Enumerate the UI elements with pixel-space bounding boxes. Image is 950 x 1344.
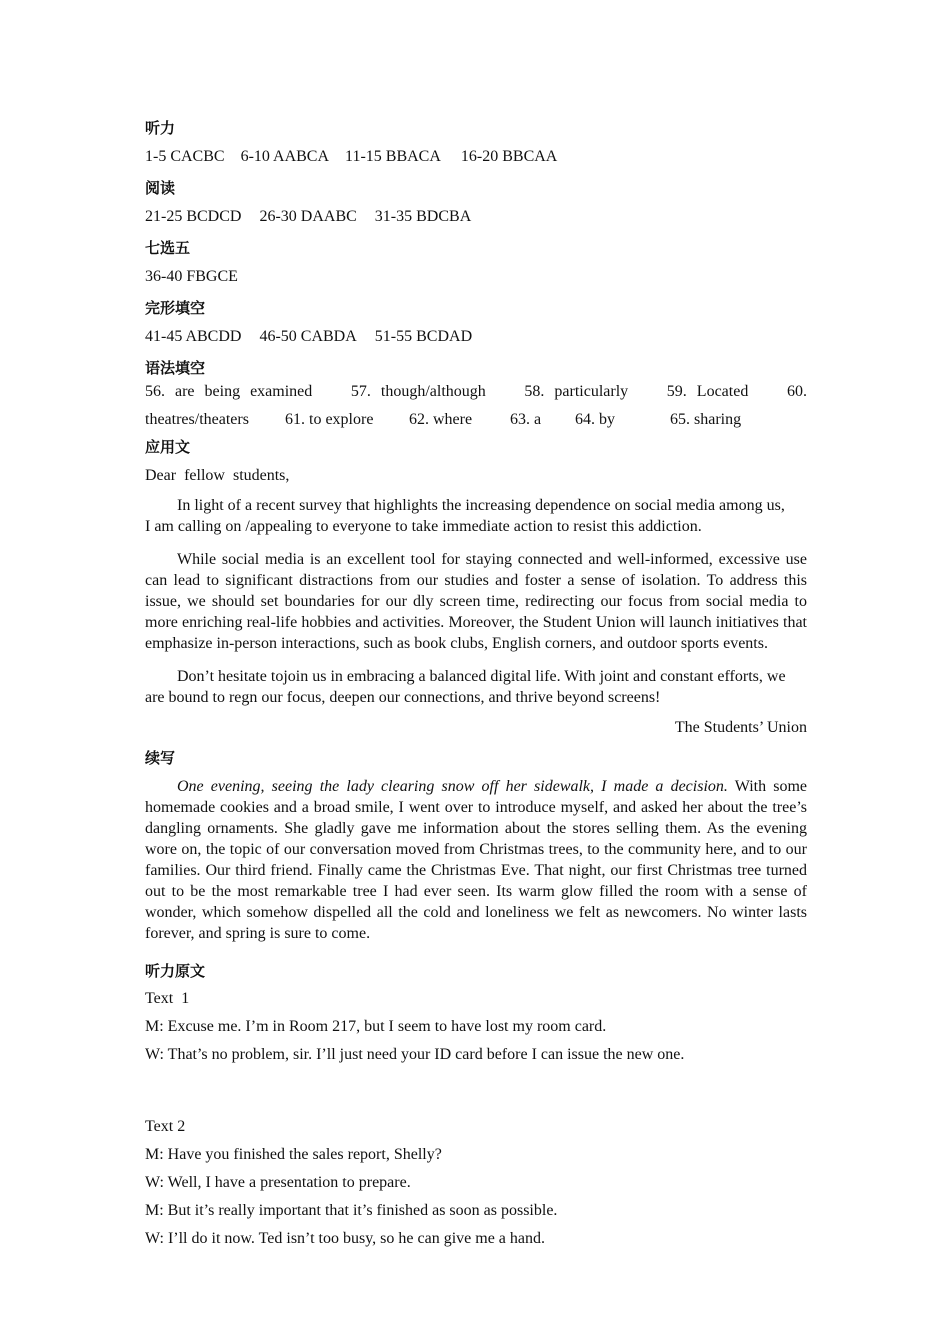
continuation-opening: One evening, seeing the lady clearing snow off her sidewalk, I made a decision. bbox=[177, 778, 728, 795]
letter-salutation: Dear fellow students, bbox=[145, 467, 290, 484]
answer-group: 1-5 CACBC bbox=[145, 148, 225, 165]
section-title-listening: 听力 bbox=[145, 119, 176, 137]
letter-paragraph: Don’t hesitate tojoin us in embracing a balanced digital life. With joint and constant efforts, we are bound to regn our focus, deepen our connections, and thrive beyond screens! bbox=[145, 668, 786, 706]
section-title-grammar: 语法填空 bbox=[145, 359, 206, 377]
answer-key-content bbox=[145, 117, 807, 1257]
answer-item: 62. where bbox=[409, 411, 473, 428]
answer-group: 41-45 ABCDD bbox=[145, 328, 242, 345]
dialogue-line: W: That’s no problem, sir. I’ll just need your ID card before I can issue the new one. bbox=[145, 1046, 685, 1063]
section-title-seven-five: 七选五 bbox=[145, 239, 191, 257]
section-title-continuation: 续写 bbox=[145, 749, 176, 767]
grammar-row-1 bbox=[145, 378, 807, 406]
answer-item: 58. particularly bbox=[524, 383, 629, 400]
answer-group: 16-20 BBCAA bbox=[460, 148, 558, 165]
transcript-text-label: Text 1 bbox=[145, 990, 190, 1007]
letter-paragraph: In light of a recent survey that highlights the increasing dependence on social media among us, I am calling on /appealing to everyone to take immediate action to resist this addiction. bbox=[145, 497, 785, 535]
answer-item: 60. bbox=[786, 383, 807, 400]
section-title-transcript: 听力原文 bbox=[145, 962, 206, 980]
answer-group: 6-10 AABCA bbox=[240, 148, 330, 165]
dialogue-line: M: Excuse me. I’m in Room 217, but I seem to have lost my room card. bbox=[145, 1018, 607, 1035]
letter-signature: The Students’ Union bbox=[674, 719, 807, 736]
dialogue-line: M: But it’s really important that it’s finished as soon as possible. bbox=[145, 1202, 558, 1219]
answer-item: 63. a bbox=[510, 411, 542, 428]
answer-item: 61. to explore bbox=[285, 411, 374, 428]
answer-group: 36-40 FBGCE bbox=[145, 268, 238, 285]
dialogue-line: W: Well, I have a presentation to prepare. bbox=[145, 1174, 411, 1191]
section-title-cloze: 完形填空 bbox=[145, 299, 206, 317]
answer-item: 64. by bbox=[575, 411, 615, 428]
answer-group: 21-25 BCDCD bbox=[145, 208, 242, 225]
answer-item: 59. Located bbox=[666, 383, 749, 400]
answer-group: 51-55 BCDAD bbox=[374, 328, 473, 345]
answer-item: theatres/theaters bbox=[145, 411, 249, 428]
answer-group: 11-15 BBACA bbox=[345, 148, 441, 165]
reading-answers bbox=[145, 206, 807, 228]
seven-five-answers bbox=[145, 266, 807, 288]
answer-item: 57. though/although bbox=[350, 383, 486, 400]
answer-item: 65. sharing bbox=[670, 411, 742, 428]
answer-group: 46-50 CABDA bbox=[259, 328, 357, 345]
answer-item: 56. are being examined bbox=[145, 383, 313, 400]
grammar-row-2 bbox=[145, 406, 807, 434]
continuation-body: With some homemade cookies and a broad smile, I went over to introduce myself, and asked her about the tree’s dangling ornaments. She gladly gave me information about the stores selling them. As the evening wore on, the topic of our conversation moved from Christmas trees, to the community here, and to our families. Our third friend. Finally came the Christmas Eve. That night, our first Christmas tree turned out to be the most remarkable tree I had ever seen. Its warm glow filled the room with a sense of wonder, which somehow dispelled all the cold and loneliness we felt as newcomers. No winter lasts forever, and spring is sure to come. bbox=[145, 778, 807, 942]
grammar-answers bbox=[145, 378, 807, 434]
continuation-paragraph bbox=[145, 776, 807, 944]
transcript-text-label: Text 2 bbox=[145, 1118, 186, 1135]
listening-answers bbox=[145, 146, 807, 168]
dialogue-line: M: Have you finished the sales report, Shelly? bbox=[145, 1146, 442, 1163]
answer-group: 26-30 DAABC bbox=[259, 208, 357, 225]
section-title-applied-writing: 应用文 bbox=[145, 438, 191, 456]
cloze-answers bbox=[145, 326, 807, 348]
letter-paragraph: While social media is an excellent tool for staying connected and well-informed, excessive use can lead to significant distractions from our studies and foster a sense of isolation. To address this issue, we should set boundaries for our dly screen time, redirecting our focus from social media to more enriching real-life hobbies and activities. Moreover, the Student Union will launch initiatives that emphasize in-person interactions, such as book clubs, English corners, and outdoor sports events. bbox=[145, 551, 807, 652]
section-title-reading: 阅读 bbox=[145, 179, 176, 197]
answer-group: 31-35 BDCBA bbox=[374, 208, 472, 225]
dialogue-line: W: I’ll do it now. Ted isn’t too busy, so he can give me a hand. bbox=[145, 1230, 545, 1247]
